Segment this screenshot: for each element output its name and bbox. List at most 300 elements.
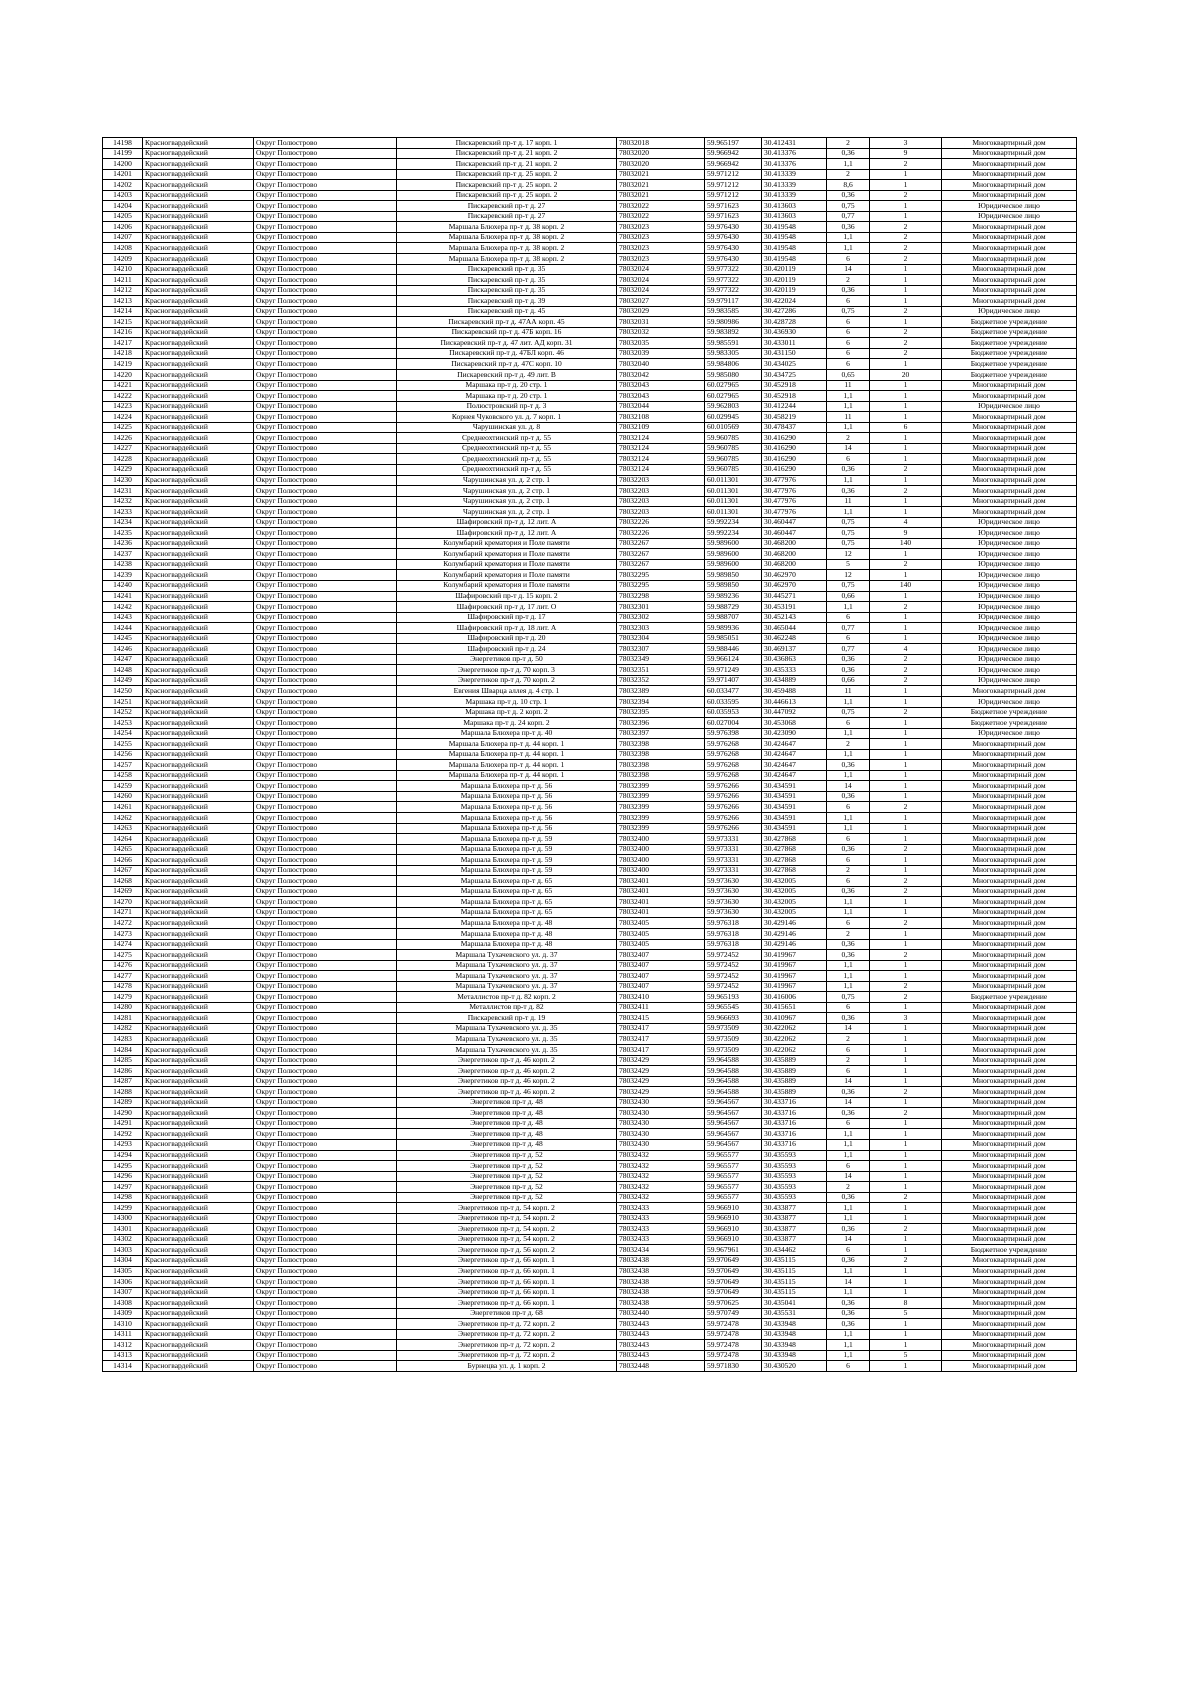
cell-okrug: Округ Полюстрово <box>254 1139 397 1150</box>
table-row <box>103 834 1077 845</box>
cell-type: Многоквартирный дом <box>942 275 1077 286</box>
cell-district: Красногвардейский <box>143 370 254 381</box>
cell-address: Маршала Блюхера пр-т д. 44 корп. 1 <box>397 760 617 771</box>
table-row <box>103 1055 1077 1066</box>
cell-number: 14273 <box>103 929 143 940</box>
cell-address: Энергетиков пр-т д. 72 корп. 2 <box>397 1329 617 1340</box>
cell-count: 1 <box>870 728 942 739</box>
cell-count: 1 <box>870 1234 942 1245</box>
table-row <box>103 1076 1077 1087</box>
cell-address: Энергетиков пр-т д. 68 <box>397 1308 617 1319</box>
cell-address: Пискаревский пр-т д. 25 корп. 2 <box>397 180 617 191</box>
cell-volume: 6 <box>827 718 870 729</box>
cell-latitude: 59.962803 <box>705 401 762 412</box>
cell-type: Многоквартирный дом <box>942 844 1077 855</box>
cell-address: Чарушинская ул. д. 2 стр. 1 <box>397 507 617 518</box>
cell-district: Красногвардейский <box>143 960 254 971</box>
cell-type: Многоквартирный дом <box>942 1023 1077 1034</box>
cell-count: 1 <box>870 612 942 623</box>
cell-longitude: 30.413603 <box>762 201 827 212</box>
table-row <box>103 876 1077 887</box>
cell-district: Красногвардейский <box>143 1055 254 1066</box>
cell-district: Красногвардейский <box>143 654 254 665</box>
cell-number: 14242 <box>103 602 143 613</box>
cell-latitude: 59.973630 <box>705 897 762 908</box>
cell-volume: 0,66 <box>827 675 870 686</box>
cell-type: Многоквартирный дом <box>942 264 1077 275</box>
cell-number: 14274 <box>103 939 143 950</box>
cell-longitude: 30.427868 <box>762 855 827 866</box>
table-row <box>103 570 1077 581</box>
cell-count: 1 <box>870 760 942 771</box>
cell-address: Энергетиков пр-т д. 46 корп. 2 <box>397 1087 617 1098</box>
cell-volume: 1,1 <box>827 1213 870 1224</box>
table-row <box>103 886 1077 897</box>
cell-district: Красногвардейский <box>143 834 254 845</box>
cell-code: 78032397 <box>617 728 705 739</box>
cell-longitude: 30.453191 <box>762 602 827 613</box>
cell-number: 14266 <box>103 855 143 866</box>
cell-number: 14236 <box>103 538 143 549</box>
cell-code: 78032352 <box>617 675 705 686</box>
cell-code: 78032203 <box>617 507 705 518</box>
cell-okrug: Округ Полюстрово <box>254 1234 397 1245</box>
cell-okrug: Округ Полюстрово <box>254 1055 397 1066</box>
cell-longitude: 30.433716 <box>762 1108 827 1119</box>
cell-count: 1 <box>870 1213 942 1224</box>
cell-type: Многоквартирный дом <box>942 1255 1077 1266</box>
cell-longitude: 30.445271 <box>762 591 827 602</box>
cell-okrug: Округ Полюстрово <box>254 950 397 961</box>
cell-type: Многоквартирный дом <box>942 918 1077 929</box>
cell-volume: 6 <box>827 855 870 866</box>
table-row <box>103 739 1077 750</box>
cell-longitude: 30.429146 <box>762 929 827 940</box>
cell-longitude: 30.435593 <box>762 1171 827 1182</box>
cell-longitude: 30.433716 <box>762 1129 827 1140</box>
cell-longitude: 30.422062 <box>762 1023 827 1034</box>
cell-okrug: Округ Полюстрово <box>254 1277 397 1288</box>
cell-code: 78032226 <box>617 528 705 539</box>
table-row <box>103 1361 1077 1372</box>
cell-longitude: 30.459488 <box>762 686 827 697</box>
cell-number: 14205 <box>103 211 143 222</box>
cell-okrug: Округ Полюстрово <box>254 665 397 676</box>
cell-count: 1 <box>870 380 942 391</box>
cell-type: Многоквартирный дом <box>942 1319 1077 1330</box>
cell-code: 78032432 <box>617 1171 705 1182</box>
cell-address: Маршала Блюхера пр-т д. 65 <box>397 886 617 897</box>
cell-district: Красногвардейский <box>143 623 254 634</box>
cell-code: 78032301 <box>617 602 705 613</box>
cell-number: 14201 <box>103 169 143 180</box>
cell-okrug: Округ Полюстрово <box>254 718 397 729</box>
cell-district: Красногвардейский <box>143 464 254 475</box>
cell-code: 78032108 <box>617 412 705 423</box>
cell-address: Пискаревский пр-т д. 27 <box>397 201 617 212</box>
cell-volume: 1,1 <box>827 243 870 254</box>
cell-count: 2 <box>870 844 942 855</box>
cell-okrug: Округ Полюстрово <box>254 190 397 201</box>
cell-count: 1 <box>870 264 942 275</box>
cell-code: 78032405 <box>617 918 705 929</box>
cell-okrug: Округ Полюстрово <box>254 580 397 591</box>
cell-type: Многоквартирный дом <box>942 433 1077 444</box>
cell-address: Маршала Блюхера пр-т д. 44 корп. 1 <box>397 739 617 750</box>
cell-address: Маршала Блюхера пр-т д. 48 <box>397 939 617 950</box>
cell-longitude: 30.433948 <box>762 1340 827 1351</box>
table-row <box>103 517 1077 528</box>
cell-okrug: Округ Полюстрово <box>254 1340 397 1351</box>
cell-volume: 0,75 <box>827 580 870 591</box>
cell-type: Бюджетное учреждение <box>942 370 1077 381</box>
table-row <box>103 644 1077 655</box>
cell-number: 14203 <box>103 190 143 201</box>
cell-number: 14245 <box>103 633 143 644</box>
cell-code: 78032430 <box>617 1097 705 1108</box>
cell-latitude: 59.971623 <box>705 201 762 212</box>
cell-longitude: 30.436863 <box>762 654 827 665</box>
cell-count: 1 <box>870 1161 942 1172</box>
cell-district: Красногвардейский <box>143 1224 254 1235</box>
cell-code: 78032433 <box>617 1224 705 1235</box>
table-row <box>103 1277 1077 1288</box>
cell-longitude: 30.477976 <box>762 486 827 497</box>
cell-latitude: 59.984806 <box>705 359 762 370</box>
cell-longitude: 30.433948 <box>762 1350 827 1361</box>
cell-number: 14279 <box>103 992 143 1003</box>
cell-okrug: Округ Полюстрово <box>254 528 397 539</box>
cell-longitude: 30.435531 <box>762 1308 827 1319</box>
cell-code: 78032295 <box>617 580 705 591</box>
cell-district: Красногвардейский <box>143 580 254 591</box>
cell-longitude: 30.435889 <box>762 1055 827 1066</box>
table-row <box>103 1171 1077 1182</box>
cell-longitude: 30.432005 <box>762 907 827 918</box>
cell-count: 1 <box>870 433 942 444</box>
cell-district: Красногвардейский <box>143 612 254 623</box>
cell-address: Пискаревский пр-т д. 45 <box>397 306 617 317</box>
cell-latitude: 59.972478 <box>705 1329 762 1340</box>
cell-count: 2 <box>870 559 942 570</box>
cell-volume: 14 <box>827 443 870 454</box>
waste-container-registry-table <box>102 137 1077 1372</box>
cell-code: 78032407 <box>617 960 705 971</box>
cell-latitude: 60.011301 <box>705 475 762 486</box>
cell-volume: 6 <box>827 254 870 265</box>
cell-volume: 11 <box>827 380 870 391</box>
cell-latitude: 59.971212 <box>705 169 762 180</box>
cell-count: 2 <box>870 159 942 170</box>
cell-district: Красногвардейский <box>143 950 254 961</box>
cell-latitude: 59.976430 <box>705 243 762 254</box>
cell-count: 1 <box>870 686 942 697</box>
cell-latitude: 59.971407 <box>705 675 762 686</box>
cell-latitude: 59.965197 <box>705 138 762 149</box>
cell-type: Юридическое лицо <box>942 675 1077 686</box>
cell-address: Энергетиков пр-т д. 54 корп. 2 <box>397 1203 617 1214</box>
cell-count: 2 <box>870 348 942 359</box>
cell-number: 14292 <box>103 1129 143 1140</box>
cell-longitude: 30.468200 <box>762 549 827 560</box>
cell-district: Красногвардейский <box>143 559 254 570</box>
cell-latitude: 59.985051 <box>705 633 762 644</box>
cell-code: 78032295 <box>617 570 705 581</box>
cell-type: Многоквартирный дом <box>942 254 1077 265</box>
cell-type: Многоквартирный дом <box>942 1087 1077 1098</box>
cell-number: 14280 <box>103 1002 143 1013</box>
cell-count: 1 <box>870 296 942 307</box>
table-row <box>103 918 1077 929</box>
table-row <box>103 591 1077 602</box>
cell-type: Многоквартирный дом <box>942 1203 1077 1214</box>
table-row <box>103 180 1077 191</box>
cell-district: Красногвардейский <box>143 1329 254 1340</box>
cell-type: Бюджетное учреждение <box>942 327 1077 338</box>
cell-number: 14282 <box>103 1023 143 1034</box>
table-row <box>103 781 1077 792</box>
cell-okrug: Округ Полюстрово <box>254 591 397 602</box>
cell-number: 14249 <box>103 675 143 686</box>
cell-okrug: Округ Полюстрово <box>254 897 397 908</box>
cell-address: Энергетиков пр-т д. 66 корп. 1 <box>397 1277 617 1288</box>
table-row <box>103 391 1077 402</box>
cell-address: Пискаревский пр-т д. 47 лит. АД корп. 31 <box>397 338 617 349</box>
cell-address: Маршала Тухачевского ул. д. 35 <box>397 1045 617 1056</box>
cell-type: Многоквартирный дом <box>942 1150 1077 1161</box>
cell-address: Чарушинская ул. д. 8 <box>397 422 617 433</box>
cell-code: 78032401 <box>617 876 705 887</box>
cell-longitude: 30.478437 <box>762 422 827 433</box>
cell-longitude: 30.462970 <box>762 570 827 581</box>
cell-address: Пискаревский пр-т д. 47АА корп. 45 <box>397 317 617 328</box>
cell-district: Красногвардейский <box>143 823 254 834</box>
cell-type: Многоквартирный дом <box>942 1002 1077 1013</box>
cell-code: 78032018 <box>617 138 705 149</box>
cell-volume: 5 <box>827 559 870 570</box>
cell-latitude: 59.976266 <box>705 781 762 792</box>
cell-type: Многоквартирный дом <box>942 1066 1077 1077</box>
cell-district: Красногвардейский <box>143 169 254 180</box>
cell-latitude: 59.976430 <box>705 232 762 243</box>
cell-volume: 0,75 <box>827 517 870 528</box>
cell-code: 78032203 <box>617 486 705 497</box>
cell-address: Энергетиков пр-т д. 52 <box>397 1192 617 1203</box>
cell-volume: 0,36 <box>827 1087 870 1098</box>
table-row <box>103 960 1077 971</box>
cell-address: Маршала Блюхера пр-т д. 56 <box>397 781 617 792</box>
cell-count: 1 <box>870 907 942 918</box>
cell-code: 78032389 <box>617 686 705 697</box>
cell-number: 14285 <box>103 1055 143 1066</box>
cell-volume: 6 <box>827 834 870 845</box>
cell-code: 78032396 <box>617 718 705 729</box>
cell-count: 2 <box>870 675 942 686</box>
cell-okrug: Округ Полюстрово <box>254 802 397 813</box>
cell-volume: 0,77 <box>827 211 870 222</box>
cell-count: 1 <box>870 1150 942 1161</box>
cell-number: 14252 <box>103 707 143 718</box>
cell-type: Юридическое лицо <box>942 538 1077 549</box>
cell-volume: 2 <box>827 1182 870 1193</box>
cell-volume: 1,1 <box>827 770 870 781</box>
cell-code: 78032401 <box>617 886 705 897</box>
cell-count: 1 <box>870 1139 942 1150</box>
cell-district: Красногвардейский <box>143 285 254 296</box>
cell-number: 14251 <box>103 696 143 707</box>
cell-volume: 1,1 <box>827 971 870 982</box>
cell-code: 78032430 <box>617 1108 705 1119</box>
cell-type: Юридическое лицо <box>942 612 1077 623</box>
cell-address: Колумбарий крематория и Поле памяти <box>397 549 617 560</box>
cell-latitude: 60.011301 <box>705 507 762 518</box>
cell-longitude: 30.434591 <box>762 823 827 834</box>
cell-volume: 6 <box>827 296 870 307</box>
cell-count: 1 <box>870 275 942 286</box>
cell-count: 1 <box>870 739 942 750</box>
cell-address: Маршала Блюхера пр-т д. 38 корп. 2 <box>397 254 617 265</box>
cell-code: 78032415 <box>617 1013 705 1024</box>
cell-address: Энергетиков пр-т д. 46 корп. 2 <box>397 1076 617 1087</box>
cell-district: Красногвардейский <box>143 1023 254 1034</box>
cell-okrug: Округ Полюстрово <box>254 1129 397 1140</box>
cell-address: Энергетиков пр-т д. 70 корп. 2 <box>397 675 617 686</box>
cell-address: Энергетиков пр-т д. 70 корп. 3 <box>397 665 617 676</box>
cell-longitude: 30.435889 <box>762 1066 827 1077</box>
cell-code: 78032430 <box>617 1118 705 1129</box>
cell-code: 78032399 <box>617 802 705 813</box>
cell-address: Пискаревский пр-т д. 49 лит. В <box>397 370 617 381</box>
table-row <box>103 1340 1077 1351</box>
cell-latitude: 59.973331 <box>705 844 762 855</box>
cell-okrug: Округ Полюстрово <box>254 929 397 940</box>
cell-type: Бюджетное учреждение <box>942 338 1077 349</box>
cell-type: Юридическое лицо <box>942 517 1077 528</box>
cell-count: 2 <box>870 190 942 201</box>
cell-longitude: 30.433877 <box>762 1224 827 1235</box>
cell-district: Красногвардейский <box>143 876 254 887</box>
cell-code: 78032031 <box>617 317 705 328</box>
table-row <box>103 1045 1077 1056</box>
cell-code: 78032399 <box>617 781 705 792</box>
cell-longitude: 30.427868 <box>762 865 827 876</box>
cell-longitude: 30.435115 <box>762 1277 827 1288</box>
cell-longitude: 30.433716 <box>762 1097 827 1108</box>
cell-number: 14220 <box>103 370 143 381</box>
table-row <box>103 1129 1077 1140</box>
table-row <box>103 538 1077 549</box>
cell-count: 2 <box>870 981 942 992</box>
table-row <box>103 338 1077 349</box>
cell-okrug: Округ Полюстрово <box>254 507 397 518</box>
table-body <box>103 138 1077 1372</box>
cell-count: 140 <box>870 538 942 549</box>
cell-volume: 0,77 <box>827 623 870 634</box>
cell-code: 78032443 <box>617 1319 705 1330</box>
cell-longitude: 30.435115 <box>762 1287 827 1298</box>
cell-okrug: Округ Полюстрово <box>254 1298 397 1309</box>
cell-district: Красногвардейский <box>143 1182 254 1193</box>
cell-volume: 6 <box>827 1161 870 1172</box>
cell-okrug: Округ Полюстрово <box>254 1319 397 1330</box>
table-row <box>103 496 1077 507</box>
cell-count: 1 <box>870 1361 942 1372</box>
cell-address: Пискаревский пр-т д. 35 <box>397 275 617 286</box>
cell-okrug: Округ Полюстрово <box>254 1308 397 1319</box>
table-row <box>103 306 1077 317</box>
cell-code: 78032429 <box>617 1087 705 1098</box>
cell-longitude: 30.434462 <box>762 1245 827 1256</box>
cell-longitude: 30.429146 <box>762 918 827 929</box>
cell-type: Многоквартирный дом <box>942 1045 1077 1056</box>
cell-type: Многоквартирный дом <box>942 907 1077 918</box>
cell-type: Многоквартирный дом <box>942 1192 1077 1203</box>
cell-count: 2 <box>870 306 942 317</box>
cell-code: 78032438 <box>617 1255 705 1266</box>
cell-okrug: Округ Полюстрово <box>254 728 397 739</box>
cell-latitude: 59.965577 <box>705 1171 762 1182</box>
cell-longitude: 30.462970 <box>762 580 827 591</box>
cell-longitude: 30.433948 <box>762 1319 827 1330</box>
cell-type: Юридическое лицо <box>942 528 1077 539</box>
cell-district: Красногвардейский <box>143 907 254 918</box>
cell-address: Колумбарий крематория и Поле памяти <box>397 570 617 581</box>
cell-okrug: Округ Полюстрово <box>254 1087 397 1098</box>
table-row <box>103 1319 1077 1330</box>
cell-okrug: Округ Полюстрово <box>254 981 397 992</box>
cell-district: Красногвардейский <box>143 770 254 781</box>
cell-code: 78032021 <box>617 180 705 191</box>
cell-type: Многоквартирный дом <box>942 1129 1077 1140</box>
cell-address: Маршала Блюхера пр-т д. 56 <box>397 813 617 824</box>
cell-code: 78032351 <box>617 665 705 676</box>
cell-code: 78032438 <box>617 1277 705 1288</box>
cell-longitude: 30.431150 <box>762 348 827 359</box>
cell-longitude: 30.415651 <box>762 1002 827 1013</box>
cell-latitude: 59.973509 <box>705 1034 762 1045</box>
cell-volume: 0,36 <box>827 1308 870 1319</box>
cell-address: Шафировский пр-т д. 17 лит. О <box>397 602 617 613</box>
cell-okrug: Округ Полюстрово <box>254 1255 397 1266</box>
cell-district: Красногвардейский <box>143 327 254 338</box>
cell-okrug: Округ Полюстрово <box>254 1013 397 1024</box>
cell-type: Юридическое лицо <box>942 591 1077 602</box>
cell-number: 14234 <box>103 517 143 528</box>
cell-district: Красногвардейский <box>143 391 254 402</box>
cell-address: Пискаревский пр-т д. 21 корп. 2 <box>397 148 617 159</box>
cell-address: Евгения Шварца аллея д. 4 стр. 1 <box>397 686 617 697</box>
cell-code: 78032267 <box>617 559 705 570</box>
cell-count: 1 <box>870 412 942 423</box>
cell-okrug: Округ Полюстрово <box>254 1066 397 1077</box>
cell-code: 78032410 <box>617 992 705 1003</box>
cell-code: 78032023 <box>617 222 705 233</box>
cell-okrug: Округ Полюстрово <box>254 306 397 317</box>
cell-number: 14307 <box>103 1287 143 1298</box>
cell-okrug: Округ Полюстрово <box>254 1287 397 1298</box>
cell-code: 78032044 <box>617 401 705 412</box>
cell-code: 78032429 <box>617 1076 705 1087</box>
cell-okrug: Округ Полюстрово <box>254 971 397 982</box>
cell-code: 78032405 <box>617 939 705 950</box>
cell-address: Энергетиков пр-т д. 66 корп. 1 <box>397 1255 617 1266</box>
cell-latitude: 59.983585 <box>705 306 762 317</box>
cell-latitude: 59.972478 <box>705 1350 762 1361</box>
cell-latitude: 59.960785 <box>705 454 762 465</box>
table-row <box>103 929 1077 940</box>
cell-number: 14313 <box>103 1350 143 1361</box>
cell-count: 1 <box>870 1287 942 1298</box>
